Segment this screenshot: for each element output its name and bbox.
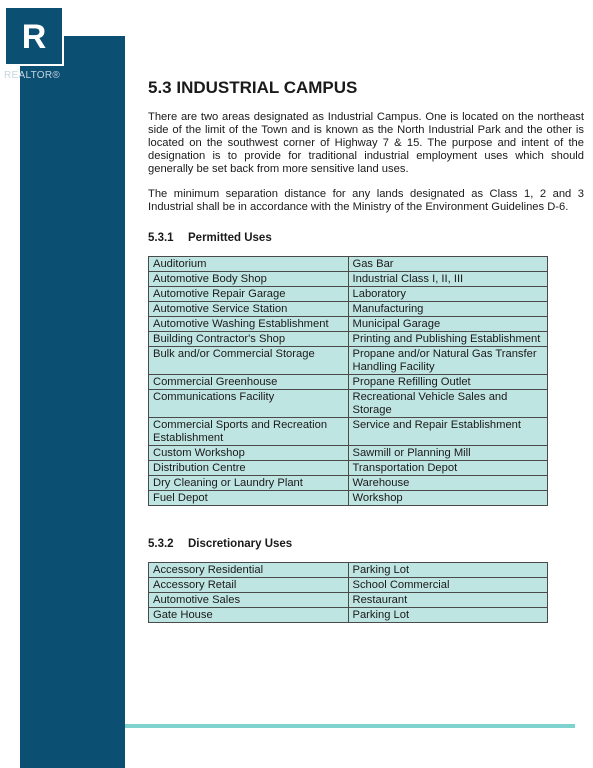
table-cell: Parking Lot xyxy=(348,563,548,578)
table-cell: Commercial Sports and Recreation Establishment xyxy=(149,418,349,446)
table-cell: Bulk and/or Commercial Storage xyxy=(149,347,349,375)
table-cell: Accessory Retail xyxy=(149,578,349,593)
table-cell: Building Contractor's Shop xyxy=(149,332,349,347)
discretionary-uses-heading xyxy=(148,538,292,550)
permitted-uses-heading xyxy=(148,232,272,244)
table-cell: Automotive Sales xyxy=(149,593,349,608)
table-row xyxy=(149,257,548,272)
table-cell: Service and Repair Establishment xyxy=(348,418,548,446)
table-cell: Gate House xyxy=(149,608,349,623)
permitted-uses-number: 5.3.1 xyxy=(148,232,174,244)
table-cell: Auditorium xyxy=(149,257,349,272)
table-cell: Custom Workshop xyxy=(149,446,349,461)
table-cell: Automotive Repair Garage xyxy=(149,287,349,302)
table-cell: Laboratory xyxy=(348,287,548,302)
table-row xyxy=(149,347,548,375)
table-cell: Propane and/or Natural Gas Transfer Handling Facility xyxy=(348,347,548,375)
table-cell: Industrial Class I, II, III xyxy=(348,272,548,287)
table-cell: Transportation Depot xyxy=(348,461,548,476)
svg-text:R: R xyxy=(21,18,47,56)
realtor-watermark-text: REALTOR® xyxy=(4,70,61,81)
table-cell: Printing and Publishing Establishment xyxy=(348,332,548,347)
table-cell: Automotive Service Station xyxy=(149,302,349,317)
table-cell: Automotive Washing Establishment xyxy=(149,317,349,332)
table-cell: Restaurant xyxy=(348,593,548,608)
table-row xyxy=(149,390,548,418)
table-row xyxy=(149,608,548,623)
table-cell: Sawmill or Planning Mill xyxy=(348,446,548,461)
table-cell: Commercial Greenhouse xyxy=(149,375,349,390)
table-row xyxy=(149,272,548,287)
document-content xyxy=(148,78,586,621)
discretionary-uses-label: Discretionary Uses xyxy=(188,538,293,550)
table-cell: Automotive Body Shop xyxy=(149,272,349,287)
table-cell: Warehouse xyxy=(348,476,548,491)
table-cell: Propane Refilling Outlet xyxy=(348,375,548,390)
table-cell: Dry Cleaning or Laundry Plant xyxy=(149,476,349,491)
table-cell: Accessory Residential xyxy=(149,563,349,578)
intro-paragraph: There are two areas designated as Industrial Campus. One is located on the northeast side of the limit of the Town and is known as the North Industrial Park and the other is located on the southwest corner of Highway 7 & 15. The purpose and intent of the designation is to provide for traditional industrial employment uses which should generally be set back from more sensitive land uses. xyxy=(148,111,584,175)
table-row xyxy=(149,563,548,578)
table-cell: Parking Lot xyxy=(348,608,548,623)
table-row xyxy=(149,578,548,593)
table-row xyxy=(149,593,548,608)
permitted-uses-label: Permitted Uses xyxy=(188,232,272,244)
table-cell: Distribution Centre xyxy=(149,461,349,476)
table-cell: Workshop xyxy=(348,491,548,506)
table-row xyxy=(149,332,548,347)
table-row xyxy=(149,476,548,491)
table-cell: Gas Bar xyxy=(348,257,548,272)
table-row xyxy=(149,446,548,461)
permitted-uses-table xyxy=(148,256,548,506)
table-cell: Fuel Depot xyxy=(149,491,349,506)
section-title: 5.3 INDUSTRIAL CAMPUS xyxy=(148,78,358,97)
realtor-watermark xyxy=(4,6,70,80)
sidebar-band xyxy=(20,36,125,768)
table-row xyxy=(149,461,548,476)
discretionary-uses-number: 5.3.2 xyxy=(148,538,174,550)
table-row xyxy=(149,491,548,506)
separation-paragraph: The minimum separation distance for any lands designated as Class 1, 2 and 3 Industrial shall be in accordance with the Ministry of the Environment Guidelines D-6. xyxy=(148,188,584,213)
table-row xyxy=(149,317,548,332)
table-cell: Communications Facility xyxy=(149,390,349,418)
table-row xyxy=(149,302,548,317)
table-cell: Recreational Vehicle Sales and Storage xyxy=(348,390,548,418)
realtor-logo-icon xyxy=(4,6,64,66)
table-row xyxy=(149,287,548,302)
discretionary-uses-table xyxy=(148,562,548,623)
footer-rule xyxy=(125,724,575,728)
table-cell: Municipal Garage xyxy=(348,317,548,332)
table-cell: School Commercial xyxy=(348,578,548,593)
table-cell: Manufacturing xyxy=(348,302,548,317)
table-row xyxy=(149,375,548,390)
table-row xyxy=(149,418,548,446)
